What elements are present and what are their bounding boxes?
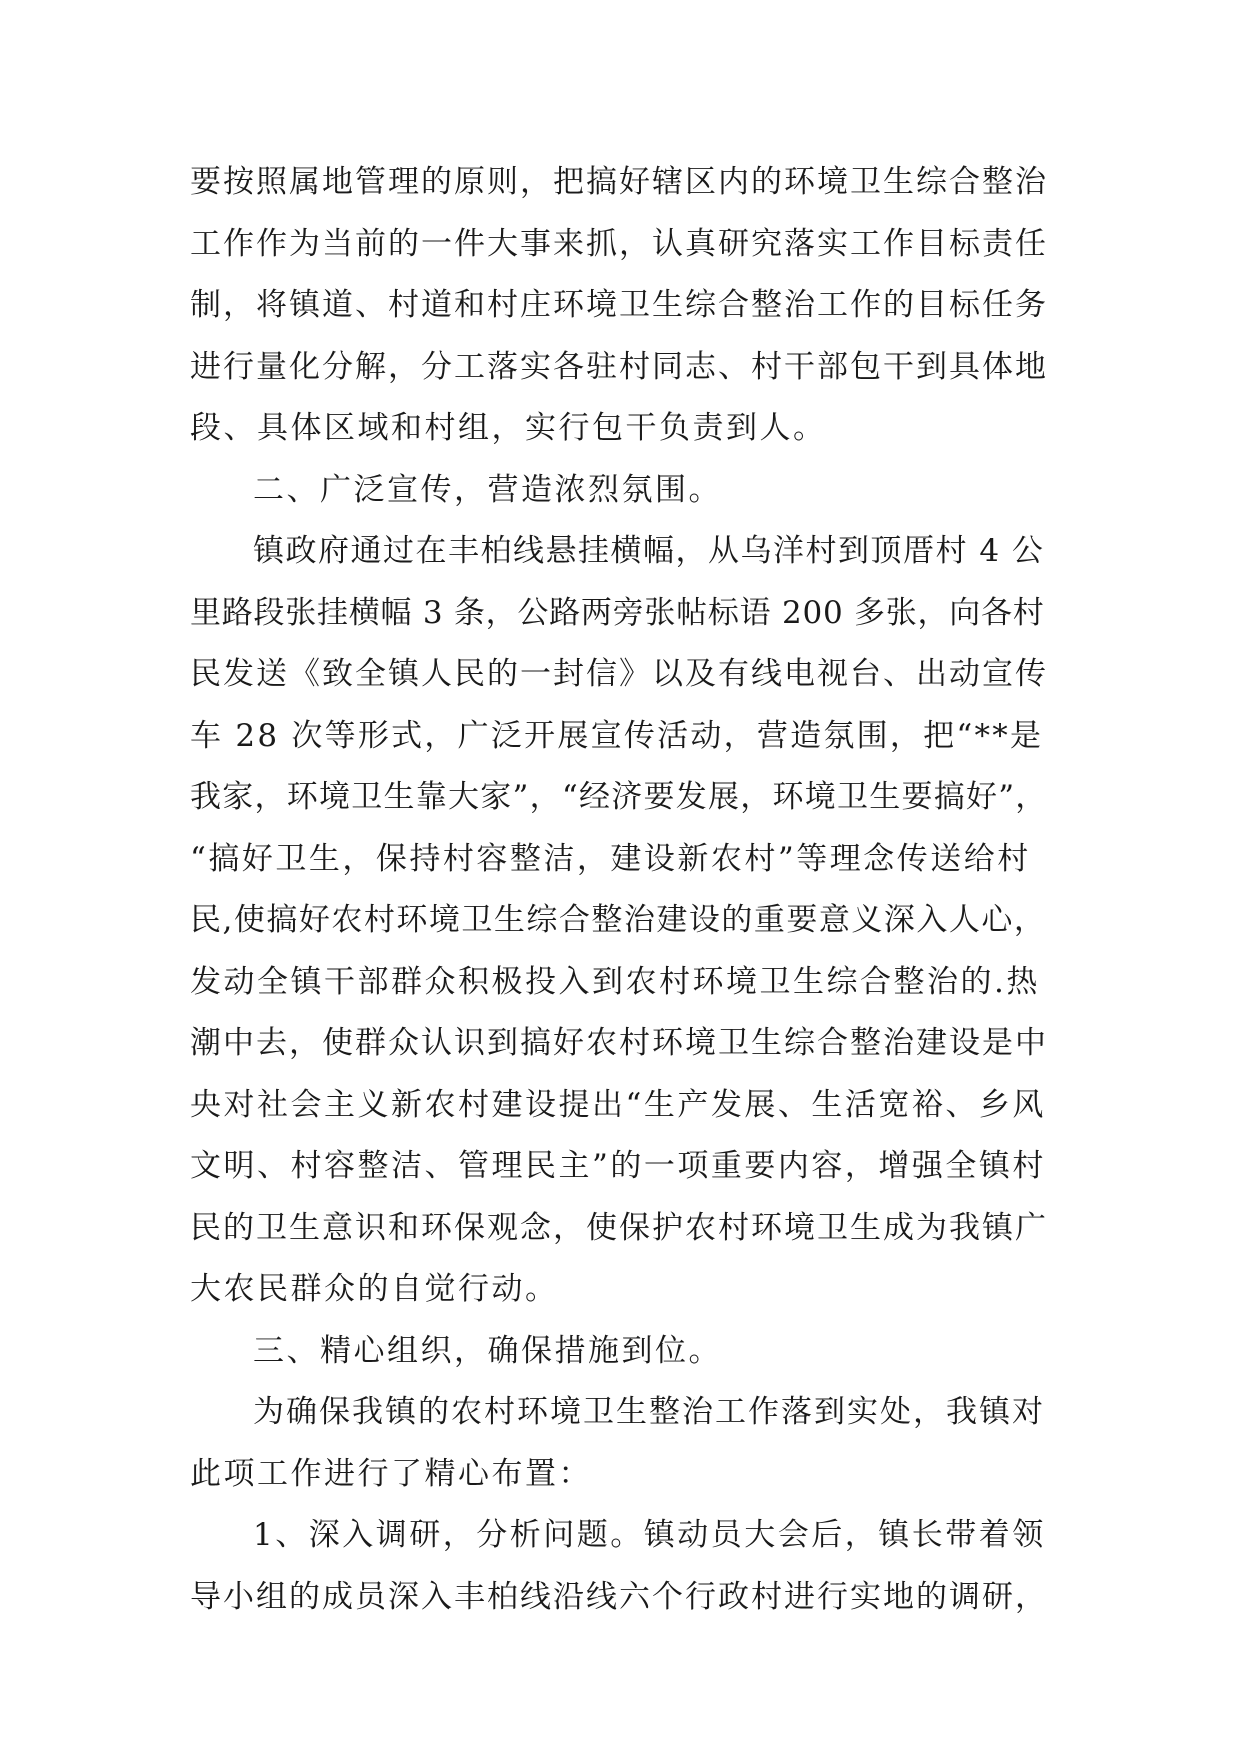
text-line: 此项工作进行了精心布置： <box>190 1455 592 1492</box>
text-line: 大农民群众的自觉行动。 <box>190 1271 559 1307</box>
text-line: 文明、村容整洁、管理民主”的一项重要内容，增强全镇村 <box>190 1148 1046 1184</box>
text-line: 发动全镇干部群众积极投入到农村环境卫生综合整治的.热 <box>190 963 1040 1000</box>
text-line: 工作作为当前的一件大事来抓，认真研究落实工作目标责任 <box>190 225 1048 262</box>
text-line: 民发送《致全镇人民的一封信》以及有线电视台、出动宣传 <box>190 656 1048 692</box>
text-line: 段、具体区域和村组，实行包干负责到人。 <box>190 410 827 446</box>
paragraph-first-line: 为确保我镇的农村环境卫生整治工作落到实处，我镇对 <box>253 1394 1045 1430</box>
text-line: 民,使搞好农村环境卫生综合整治建设的重要意义深入人心， <box>190 902 1047 938</box>
text-line: 我家，环境卫生靠大家”，“经济要发展，环境卫生要搞好”， <box>190 779 1048 815</box>
text-line: “搞好卫生，保持村容整洁，建设新农村”等理念传送给村 <box>190 840 1031 877</box>
section-heading: 二、广泛宣传，营造浓烈氛围。 <box>253 471 722 508</box>
list-item-first-line: 1、深入调研，分析问题。镇动员大会后，镇长带着领 <box>253 1517 1046 1553</box>
document-body <box>190 152 1050 1628</box>
text-line: 制，将镇道、村道和村庄环境卫生综合整治工作的目标任务 <box>190 287 1048 323</box>
text-line: 导小组的成员深入丰柏线沿线六个行政村进行实地的调研， <box>190 1578 1048 1615</box>
section-heading: 三、精心组织，确保措施到位。 <box>253 1332 722 1369</box>
text-line: 进行量化分解，分工落实各驻村同志、村干部包干到具体地 <box>190 348 1048 385</box>
document-page <box>190 152 1050 1628</box>
text-line: 央对社会主义新农村建设提出“生产发展、生活宽裕、乡风 <box>190 1086 1046 1123</box>
text-line: 潮中去，使群众认识到搞好农村环境卫生综合整治建设是中 <box>190 1025 1048 1061</box>
paragraph-first-line: 镇政府通过在丰柏线悬挂横幅，从乌洋村到顶厝村 4 公 <box>253 533 1045 569</box>
text-line: 要按照属地管理的原则，把搞好辖区内的环境卫生综合整治 <box>190 164 1048 200</box>
text-line: 车 28 次等形式，广泛开展宣传活动，营造氛围，把“**是 <box>190 717 1044 754</box>
text-line: 民的卫生意识和环保观念，使保护农村环境卫生成为我镇广 <box>190 1209 1048 1246</box>
text-line: 里路段张挂横幅 3 条，公路两旁张帖标语 200 多张，向各村 <box>190 594 1045 631</box>
